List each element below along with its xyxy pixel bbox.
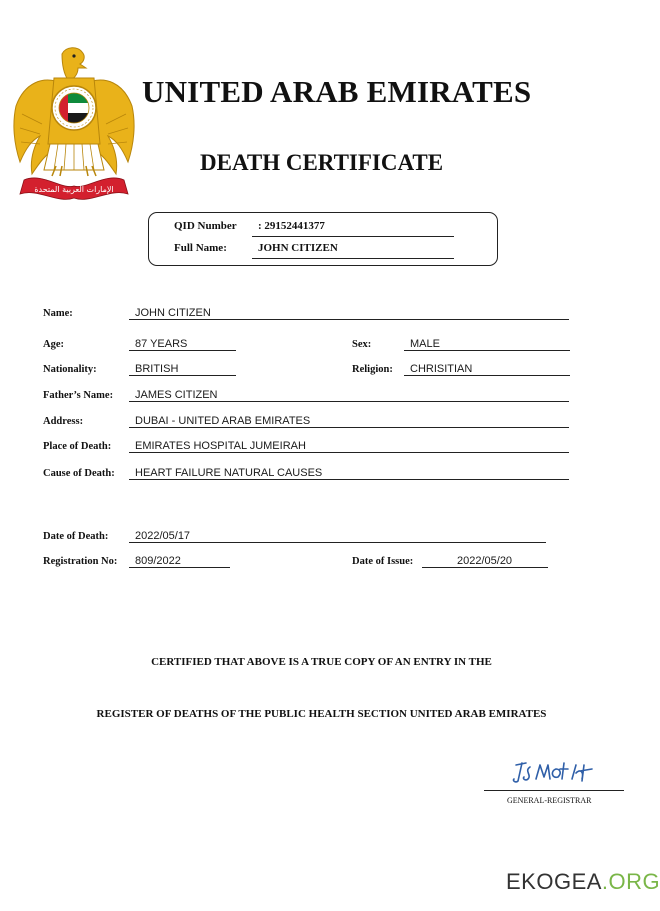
watermark-main: EKOGEA: [506, 869, 602, 894]
religion-underline: [404, 375, 570, 376]
religion-value: CHRISITIAN: [410, 363, 473, 375]
religion-label: Religion:: [352, 364, 393, 375]
sex-underline: [404, 350, 570, 351]
nationality-label: Nationality:: [43, 364, 97, 375]
sex-label: Sex:: [352, 339, 372, 350]
country-title: UNITED ARAB EMIRATES: [142, 74, 532, 109]
cause-of-death-label: Cause of Death:: [43, 468, 115, 479]
date-of-issue-value: 2022/05/20: [457, 555, 513, 567]
watermark: [506, 869, 660, 895]
signature-line: [484, 790, 624, 791]
certification-line-2: REGISTER OF DEATHS OF THE PUBLIC HEALTH SECTION UNITED ARAB EMIRATES: [96, 708, 547, 720]
fathers-name-underline: [129, 401, 569, 402]
nationality-underline: [129, 375, 236, 376]
qid-label: QID Number: [174, 220, 237, 232]
watermark-suffix: .ORG: [601, 869, 660, 894]
nationality-value: BRITISH: [135, 363, 179, 375]
date-of-death-value: 2022/05/17: [135, 530, 191, 542]
registration-no-underline: [129, 567, 230, 568]
qid-underline: [252, 236, 454, 237]
name-label: Name:: [43, 308, 73, 319]
emblem-scroll-text: الإمارات العربية المتحدة: [34, 185, 114, 194]
uae-emblem-icon: [12, 44, 136, 204]
age-label: Age:: [43, 339, 64, 350]
date-of-issue-label: Date of Issue:: [352, 556, 414, 567]
full-name-value: JOHN CITIZEN: [258, 242, 338, 254]
address-label: Address:: [43, 416, 84, 427]
document-title: DEATH CERTIFICATE: [200, 150, 444, 175]
registrar-signature: [510, 757, 596, 787]
age-underline: [129, 350, 236, 351]
name-value: JOHN CITIZEN: [135, 307, 211, 319]
place-of-death-label: Place of Death:: [43, 441, 112, 452]
name-underline: [129, 319, 569, 320]
full-name-label: Full Name:: [174, 242, 227, 254]
cause-of-death-value: HEART FAILURE NATURAL CAUSES: [135, 467, 323, 479]
qid-value: : 29152441377: [258, 220, 325, 232]
sex-value: MALE: [410, 338, 440, 350]
fathers-name-label: Father’s Name:: [43, 390, 114, 401]
full-name-underline: [252, 258, 454, 259]
signature-role: GENERAL-REGISTRAR: [507, 796, 592, 805]
place-of-death-value: EMIRATES HOSPITAL JUMEIRAH: [135, 440, 306, 452]
date-of-death-label: Date of Death:: [43, 531, 109, 542]
address-underline: [129, 427, 569, 428]
registration-no-label: Registration No:: [43, 556, 118, 567]
fathers-name-value: JAMES CITIZEN: [135, 389, 218, 401]
cause-of-death-underline: [129, 479, 569, 480]
registration-no-value: 809/2022: [135, 555, 181, 567]
date-of-issue-underline: [422, 567, 548, 568]
age-value: 87 YEARS: [135, 338, 188, 350]
address-value: DUBAI - UNITED ARAB EMIRATES: [135, 415, 311, 427]
certification-line-1: CERTIFIED THAT ABOVE IS A TRUE COPY OF AN ENTRY IN THE: [151, 656, 492, 668]
place-of-death-underline: [129, 452, 569, 453]
date-of-death-underline: [129, 542, 546, 543]
